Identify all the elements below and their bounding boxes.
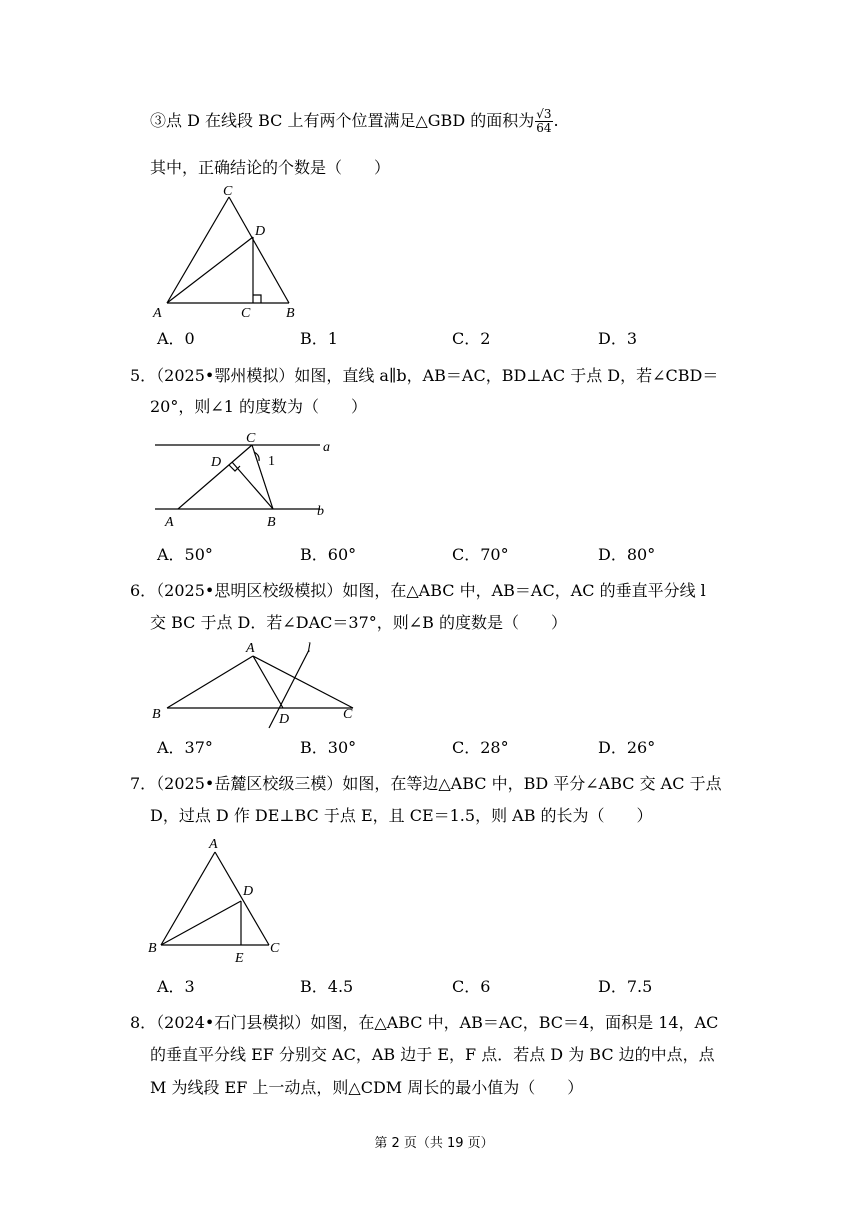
q4-label-a: A [153,306,162,321]
q6-stem-line-2: 交 BC 于点 D．若∠DAC＝37°，则∠B 的度数是（ ） [150,613,568,632]
q5-stem-line-2: 20°，则∠1 的度数为（ ） [150,397,368,416]
q5-label-a: A [165,515,174,530]
q5-label-b: B [267,515,276,530]
q4-option-a[interactable]: A．0 [157,329,195,348]
q7-label-a: A [209,837,218,852]
q4-label-d: D [255,224,266,239]
q6-option-c[interactable]: C．28° [452,738,509,757]
q7-stem-line-1: 7．（2025•岳麓区校级三模）如图，在等边△ABC 中，BD 平分∠ABC 交 AC 于点 [130,774,722,793]
page-footer: 第 2 页（共 19 页） [374,1136,494,1151]
q5-label-a-line: a [323,440,330,455]
item-3-prefix: ③点 D 在线段 BC 上有两个位置满足△GBD 的面积为 [150,111,535,130]
q4-option-b[interactable]: B．1 [300,329,338,348]
q6-option-b[interactable]: B．30° [300,738,357,757]
q8-stem-line-1: 8．（2024•石门县模拟）如图，在△ABC 中，AB＝AC，BC＝4，面积是 14，AC [130,1013,719,1032]
q7-label-e: E [235,951,244,966]
q7-label-b: B [148,941,157,956]
q4-label-c-top: C [223,185,233,199]
q7-label-c: C [270,941,280,956]
q7-option-a[interactable]: A．3 [157,977,195,996]
q5-figure [145,425,345,535]
q5-label-angle-1: 1 [268,454,275,469]
q5-label-d: D [211,455,222,470]
q4-label-c-bottom: C [241,306,251,321]
q6-label-a: A [246,641,255,656]
area-fraction: $\frac{√3}{64}$ [536,107,552,135]
q5-option-b[interactable]: B．60° [300,545,357,564]
q4-option-c[interactable]: C．2 [452,329,491,348]
q5-label-b-line: b [317,504,324,519]
q6-label-b: B [152,707,161,722]
q5-option-c[interactable]: C．70° [452,545,509,564]
item-3-text: ③点 D 在线段 BC 上有两个位置满足△GBD 的面积为 $\frac{√3}{64}$ . [150,107,559,135]
q8-stem-line-3: M 为线段 EF 上一动点，则△CDM 周长的最小值为（ ） [150,1078,584,1097]
q6-stem-line-1: 6．（2025•思明区校级模拟）如图，在△ABC 中，AB＝AC，AC 的垂直平分线 l [130,581,706,600]
q4-question-tail: 其中，正确结论的个数是（ ） [150,158,391,177]
q8-stem-line-2: 的垂直平分线 EF 分别交 AC，AB 边于 E，F 点．若点 D 为 BC 边的中点，点 [150,1045,715,1064]
q7-option-b[interactable]: B．4.5 [300,977,354,996]
q7-stem-line-2: D，过点 D 作 DE⊥BC 于点 E，且 CE＝1.5，则 AB 的长为（ ） [150,806,653,825]
q5-stem-line-1: 5．（2025•鄂州模拟）如图，直线 a∥b，AB＝AC，BD⊥AC 于点 D，若∠CBD＝ [130,366,719,385]
q7-label-d: D [243,884,254,899]
q7-option-c[interactable]: C．6 [452,977,491,996]
q7-figure [145,835,290,967]
q4-figure [145,185,305,325]
q5-label-c: C [246,431,256,446]
q4-label-b: B [286,306,295,321]
q6-label-d: D [279,712,290,727]
q6-label-c: C [343,707,353,722]
q7-option-d[interactable]: D．7.5 [598,977,653,996]
q6-figure [145,638,365,730]
q5-option-a[interactable]: A．50° [157,545,213,564]
q6-label-l: l [307,641,311,656]
q6-option-a[interactable]: A．37° [157,738,213,757]
q6-option-d[interactable]: D．26° [598,738,656,757]
q5-option-d[interactable]: D．80° [598,545,656,564]
q4-option-d[interactable]: D．3 [598,329,638,348]
